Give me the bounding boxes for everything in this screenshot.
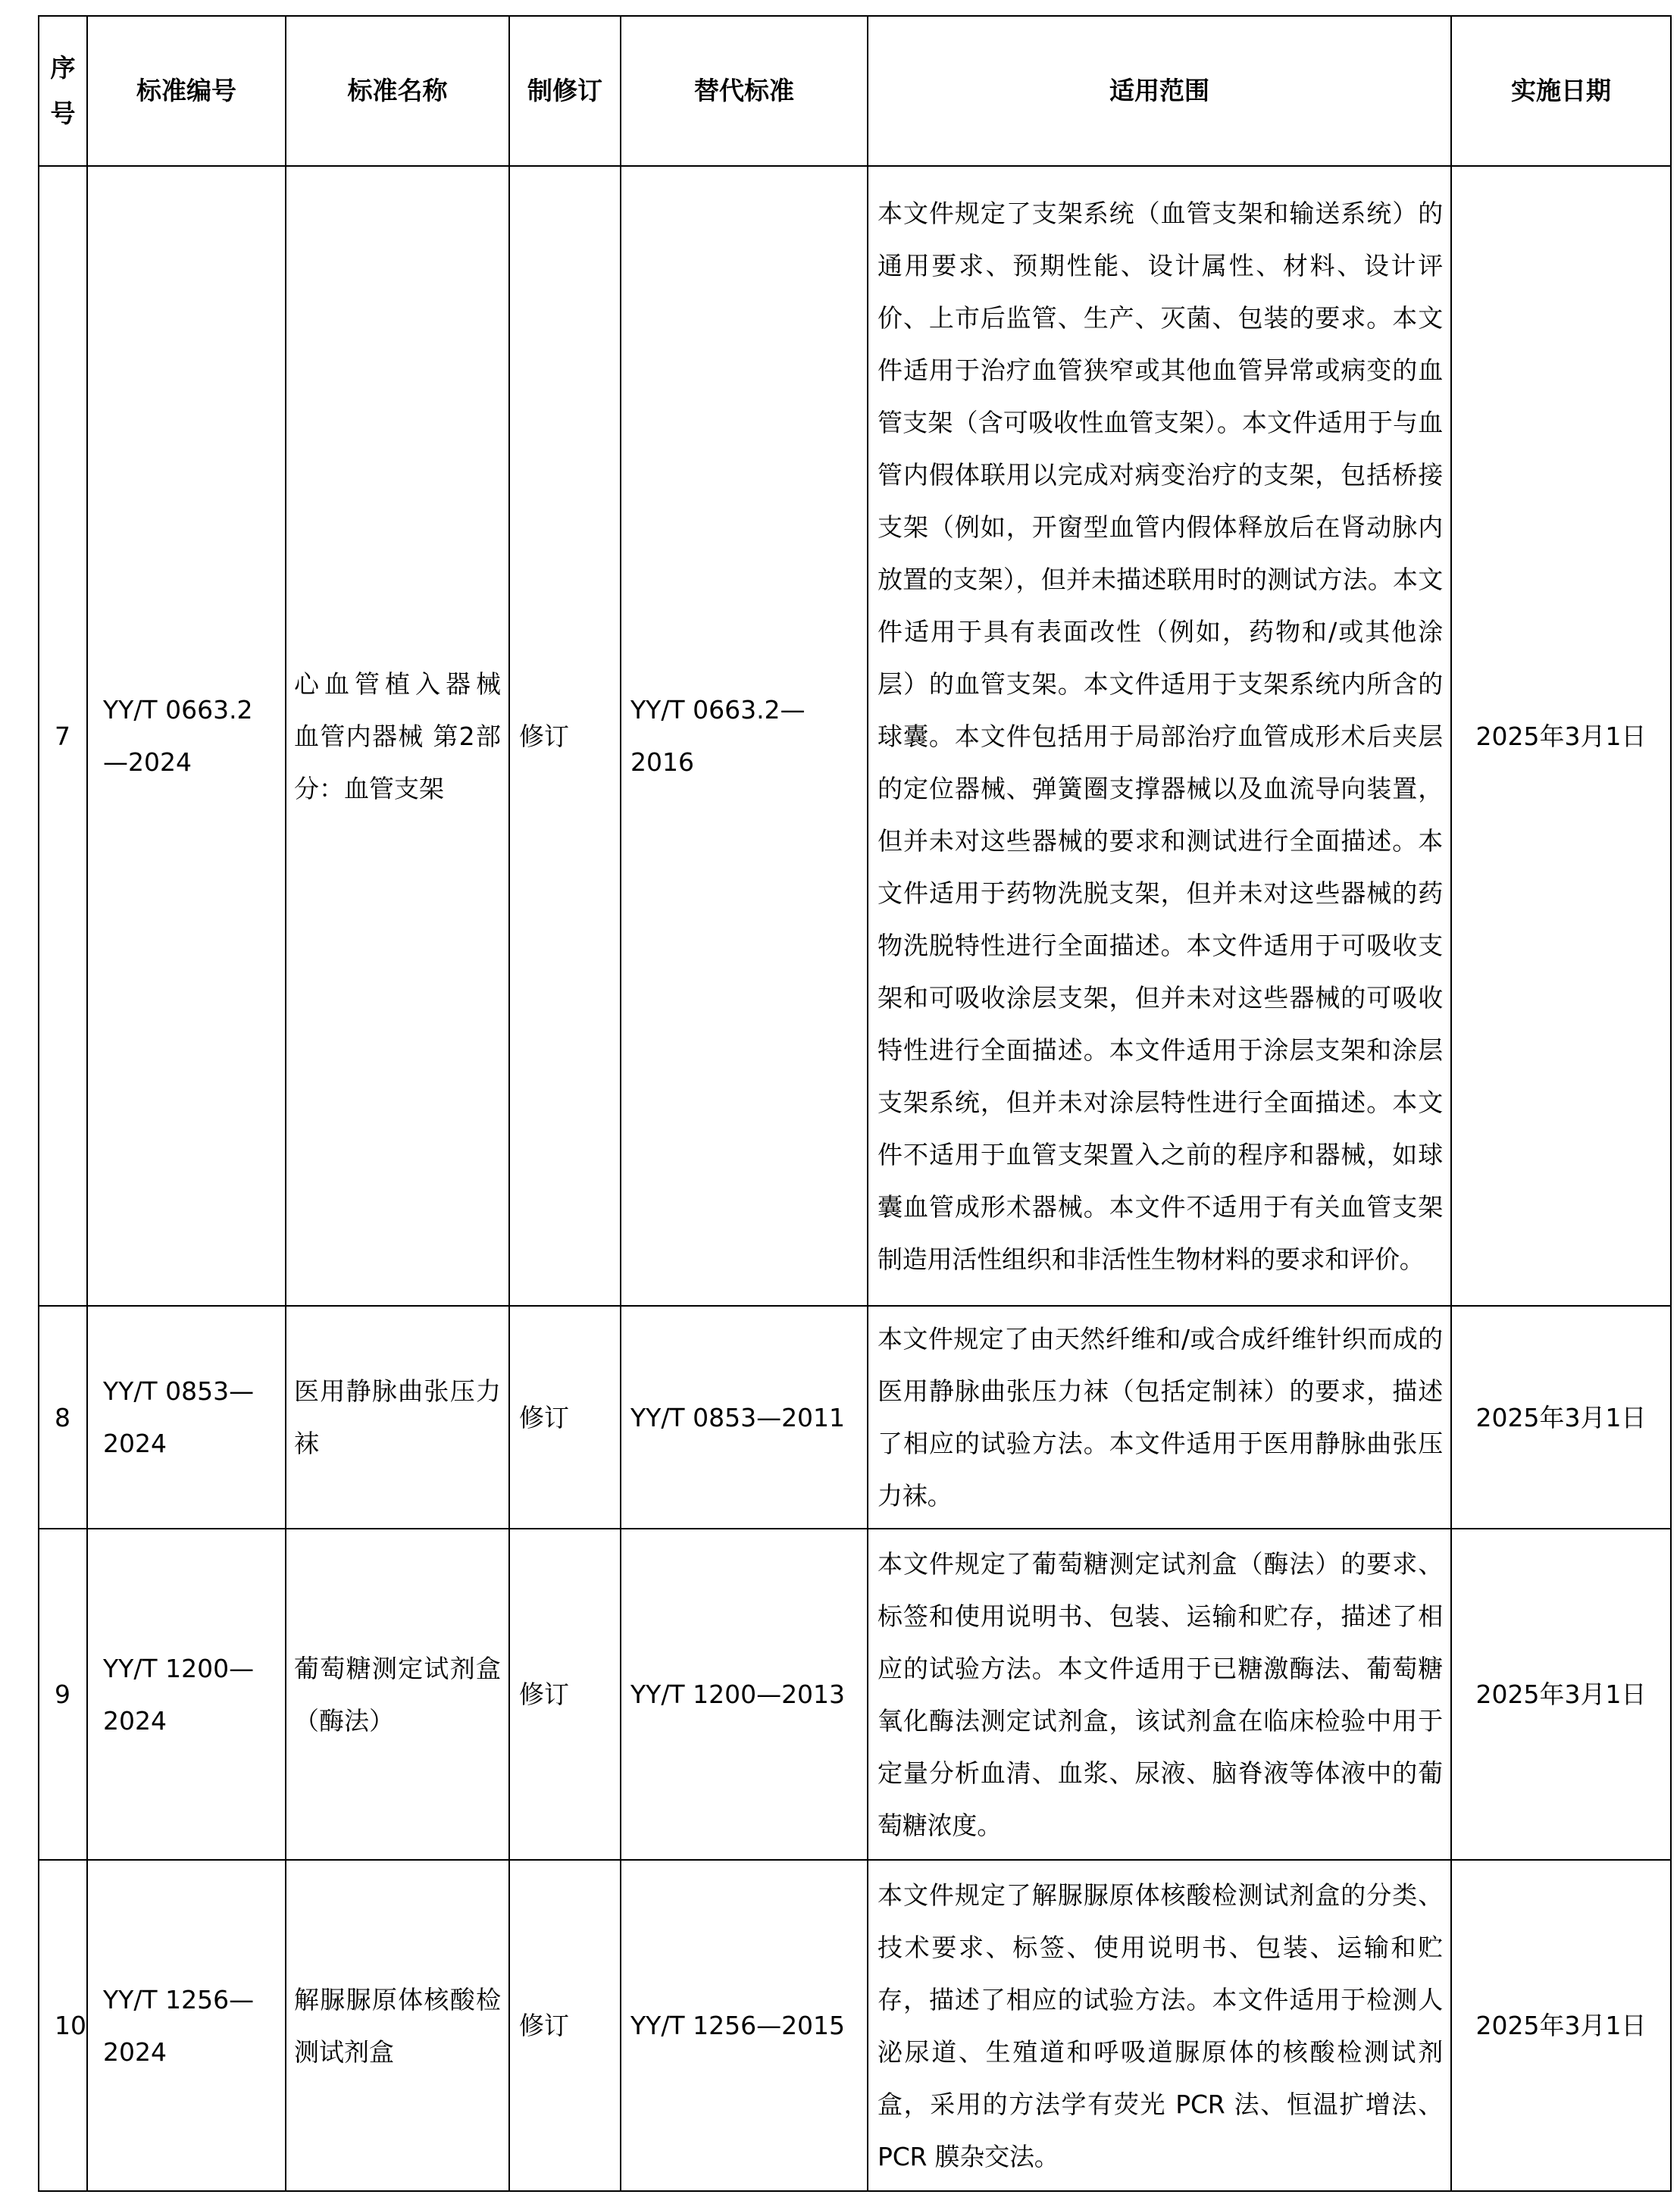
cell-revision: 修订 (509, 1529, 621, 1860)
cell-replaced: YY/T 0853—2011 (621, 1306, 868, 1529)
cell-scope: 本文件规定了支架系统（血管支架和输送系统）的通用要求、预期性能、设计属性、材料、设计评价、上市后监管、生产、灭菌、包装的要求。本文件适用于治疗血管狭窄或其他血管异常或病变的血管支架（含可吸收性血管支架）。本文件适用于与血管内假体联用以完成对病变治疗的支架，包括桥接支架（例如，开窗型血管内假体释放后在肾动脉内放置的支架），但并未描述联用时的测试方法。本文件适用于具有表面改性（例如，药物和/或其他涂层）的血管支架。本文件适用于支架系统内所含的球囊。本文件包括用于局部治疗血管成形术后夹层的定位器械、弹簧圈支撑器械以及血流导向装置，但并未对这些器械的要求和测试进行全面描述。本文件适用于药物洗脱支架，但并未对这些器械的药物洗脱特性进行全面描述。本文件适用于可吸收支架和可吸收涂层支架，但并未对这些器械的可吸收特性进行全面描述。本文件适用于涂层支架和涂层支架系统，但并未对涂层特性进行全面描述。本文件不适用于血管支架置入之前的程序和器械，如球囊血管成形术器械。本文件不适用于有关血管支架制造用活性组织和非活性生物材料的要求和评价。 (868, 166, 1451, 1306)
cell-replaced: YY/T 1200—2013 (621, 1529, 868, 1860)
cell-revision: 修订 (509, 166, 621, 1306)
cell-replaced: YY/T 0663.2—2016 (621, 166, 868, 1306)
header-revision: 制修订 (509, 16, 621, 166)
standards-table (38, 15, 1672, 2192)
header-row (39, 16, 1671, 166)
cell-date: 2025年3月1日 (1451, 1529, 1671, 1860)
header-replaced: 替代标准 (621, 16, 868, 166)
cell-name: 医用静脉曲张压力袜 (286, 1306, 509, 1529)
cell-scope: 本文件规定了葡萄糖测定试剂盒（酶法）的要求、标签和使用说明书、包装、运输和贮存，描述了相应的试验方法。本文件适用于已糖激酶法、葡萄糖氧化酶法测定试剂盒，该试剂盒在临床检验中用于定量分析血清、血浆、尿液、脑脊液等体液中的葡萄糖浓度。 (868, 1529, 1451, 1860)
cell-num: 8 (39, 1306, 87, 1529)
cell-revision: 修订 (509, 1306, 621, 1529)
table-row (39, 166, 1671, 1306)
cell-scope: 本文件规定了解脲脲原体核酸检测试剂盒的分类、技术要求、标签、使用说明书、包装、运输和贮存，描述了相应的试验方法。本文件适用于检测人泌尿道、生殖道和呼吸道脲原体的核酸检测试剂盒，采用的方法学有荧光 PCR 法、恒温扩增法、PCR 膜杂交法。 (868, 1860, 1451, 2191)
cell-name: 解脲脲原体核酸检测试剂盒 (286, 1860, 509, 2191)
table-row (39, 1860, 1671, 2191)
header-date: 实施日期 (1451, 16, 1671, 166)
cell-num: 7 (39, 166, 87, 1306)
header-name: 标准名称 (286, 16, 509, 166)
cell-date: 2025年3月1日 (1451, 1860, 1671, 2191)
header-code: 标准编号 (87, 16, 286, 166)
cell-date: 2025年3月1日 (1451, 1306, 1671, 1529)
cell-num: 10 (39, 1860, 87, 2191)
header-num: 序号 (39, 16, 87, 166)
cell-scope: 本文件规定了由天然纤维和/或合成纤维针织而成的医用静脉曲张压力袜（包括定制袜）的要求，描述了相应的试验方法。本文件适用于医用静脉曲张压力袜。 (868, 1306, 1451, 1529)
cell-code: YY/T 1256—2024 (87, 1860, 286, 2191)
table-row (39, 1306, 1671, 1529)
cell-replaced: YY/T 1256—2015 (621, 1860, 868, 2191)
cell-name: 心血管植入器械 血管内器械 第2部分：血管支架 (286, 166, 509, 1306)
cell-code: YY/T 0853—2024 (87, 1306, 286, 1529)
standards-table-wrapper (38, 15, 1672, 2192)
cell-date: 2025年3月1日 (1451, 166, 1671, 1306)
header-scope: 适用范围 (868, 16, 1451, 166)
cell-code: YY/T 0663.2—2024 (87, 166, 286, 1306)
cell-num: 9 (39, 1529, 87, 1860)
cell-name: 葡萄糖测定试剂盒（酶法） (286, 1529, 509, 1860)
cell-code: YY/T 1200—2024 (87, 1529, 286, 1860)
cell-revision: 修订 (509, 1860, 621, 2191)
table-row (39, 1529, 1671, 1860)
